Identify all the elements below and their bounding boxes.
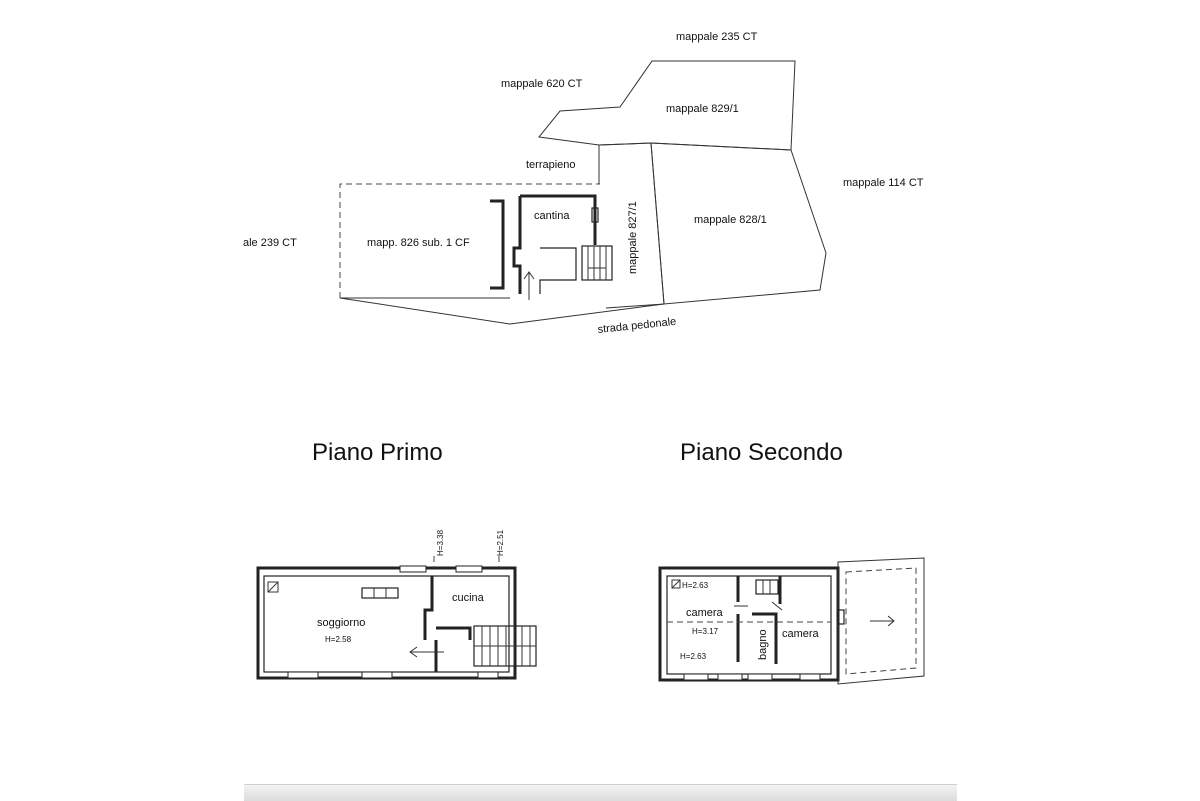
cantina-wall-left (514, 196, 520, 294)
primo-partition-cucina (425, 576, 432, 640)
label-h-317: H=3.17 (692, 627, 719, 636)
label-mappale-239: ale 239 CT (243, 237, 297, 249)
label-h-338: H=3.38 (436, 529, 445, 556)
label-mappale-620: mappale 620 CT (501, 78, 583, 90)
label-mappale-827: mappale 827/1 (627, 201, 639, 274)
label-cucina: cucina (452, 592, 484, 604)
primo-corner-mark (268, 582, 278, 592)
label-cantina: cantina (534, 210, 570, 222)
label-mappale-235: mappale 235 CT (676, 31, 758, 43)
primo-partition-cucina-bottom (436, 628, 470, 640)
label-strada-pedonale: strada pedonale (597, 315, 677, 336)
label-bagno: bagno (757, 629, 769, 660)
label-mappale-828: mappale 828/1 (694, 214, 767, 226)
label-mappale-829: mappale 829/1 (666, 103, 739, 115)
bottom-window-strip (244, 784, 957, 801)
piano-primo (258, 439, 536, 678)
primo-arrow (410, 647, 444, 657)
label-camera-left: camera (686, 607, 723, 619)
stairs-ground (582, 246, 612, 280)
stairs-primo (474, 626, 536, 666)
title-piano-secondo: Piano Secondo (680, 439, 843, 466)
bracket-wall (490, 201, 503, 288)
label-camera-right: camera (782, 628, 819, 640)
secondo-fixtures (756, 580, 778, 594)
piano-secondo (660, 439, 924, 684)
label-h-251: H=2.51 (496, 529, 505, 556)
label-h-263-bottom: H=2.63 (680, 652, 707, 661)
title-piano-primo: Piano Primo (312, 439, 443, 466)
label-terrapieno: terrapieno (526, 159, 576, 171)
label-h-263-top: H=2.63 (682, 581, 709, 590)
primo-outer-wall (258, 568, 515, 678)
label-soggiorno: soggiorno (317, 617, 366, 629)
primo-counter (362, 588, 398, 598)
road-boundary (340, 298, 664, 324)
entrance-arrow (524, 272, 534, 300)
label-mappale-114: mappale 114 CT (843, 177, 924, 189)
label-soggiorno-height: H=2.58 (325, 635, 352, 644)
secondo-windows (684, 674, 820, 680)
secondo-terrace-arrow (870, 616, 894, 626)
secondo-corner-mark (672, 580, 680, 588)
cantina-wall-inner (540, 248, 576, 294)
site-plan (243, 31, 924, 336)
label-mapp-826: mapp. 826 sub. 1 CF (367, 237, 470, 249)
